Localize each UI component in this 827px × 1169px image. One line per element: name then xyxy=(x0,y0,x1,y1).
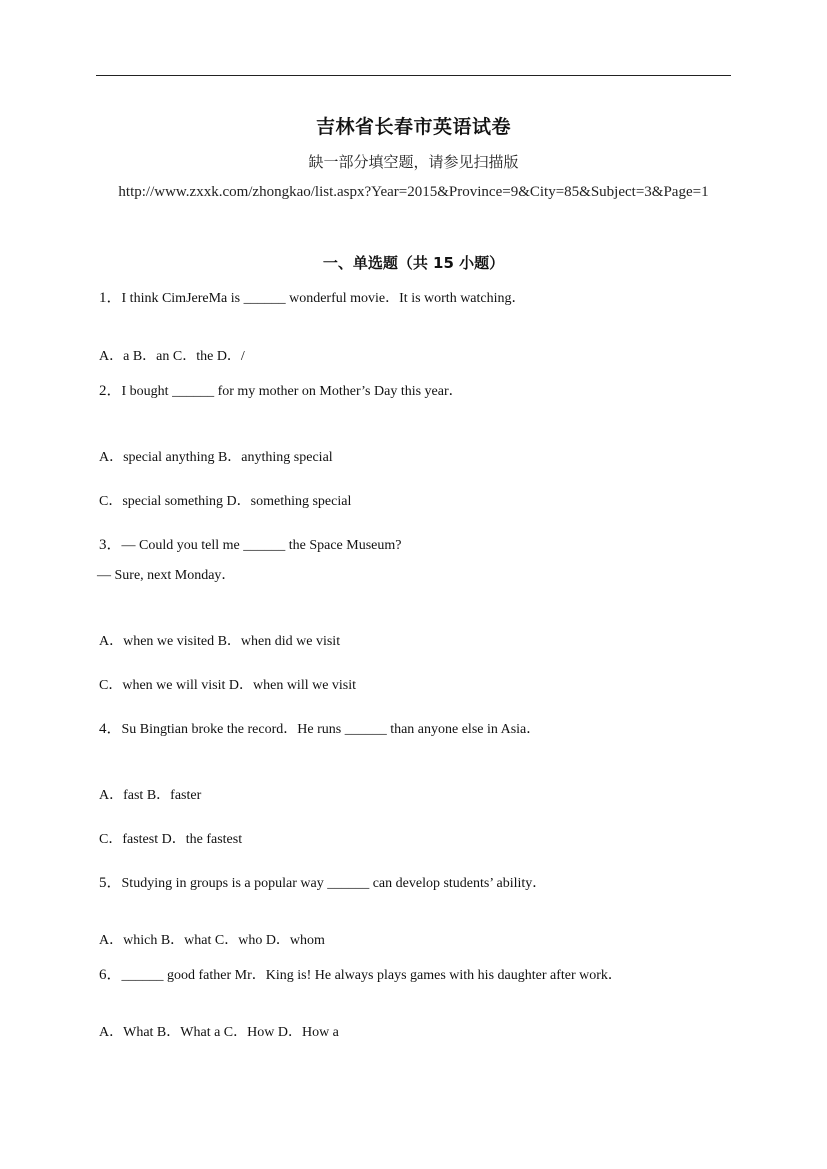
question-1-options: A．a B．an C．the D．/ xyxy=(99,349,245,364)
question-number: 2． xyxy=(99,383,122,399)
question-2 xyxy=(99,379,463,400)
question-number: 6． xyxy=(99,967,122,983)
question-6 xyxy=(99,963,622,984)
question-number: 1． xyxy=(99,290,122,306)
question-6-options: A．What B．What a C．How D．How a xyxy=(99,1025,339,1040)
question-4-options-cd: C．fastest D．the fastest xyxy=(99,832,243,847)
page-title: 吉林省长春市英语试卷 xyxy=(315,116,511,138)
source-url: http://www.zxxk.com/zhongkao/list.aspx?Year=2015&Province=9&City=85&Subject=3&Page=1 xyxy=(118,184,709,200)
question-3-reply: — Sure, next Monday． xyxy=(97,568,236,583)
question-text: — Could you tell me ______ the Space Museum? xyxy=(121,538,402,553)
page-subtitle: 缺一部分填空题，请参见扫描版 xyxy=(308,153,519,171)
question-text: Su Bingtian broke the record．He runs ______ than anyone else in Asia． xyxy=(121,722,541,737)
question-text: Studying in groups is a popular way ______ can develop students’ ability． xyxy=(121,876,547,891)
question-3 xyxy=(99,533,401,554)
question-text: I think CimJereMa is ______ wonderful movie．It is worth watching． xyxy=(121,291,526,306)
section-heading: 一、单选题（共 15 小题） xyxy=(322,254,505,272)
question-number: 5． xyxy=(99,875,122,891)
header-rule xyxy=(96,75,731,76)
question-number: 4． xyxy=(99,721,122,737)
question-text: I bought ______ for my mother on Mother’s Day this year． xyxy=(121,384,463,399)
question-number: 3． xyxy=(99,537,122,553)
question-5-options: A．which B．what C．who D．whom xyxy=(99,933,325,948)
question-2-options-cd: C．special something D．something special xyxy=(99,494,352,509)
question-1 xyxy=(99,286,526,307)
question-3-options-ab: A．when we visited B．when did we visit xyxy=(99,634,341,649)
question-3-options-cd: C．when we will visit D．when will we visit xyxy=(99,678,357,693)
question-text: ______ good father Mr．King is! He always plays games with his daughter after work． xyxy=(121,968,622,983)
question-2-options-ab: A．special anything B．anything special xyxy=(99,450,333,465)
question-4 xyxy=(99,717,540,738)
question-5 xyxy=(99,871,546,892)
question-4-options-ab: A．fast B．faster xyxy=(99,788,202,803)
